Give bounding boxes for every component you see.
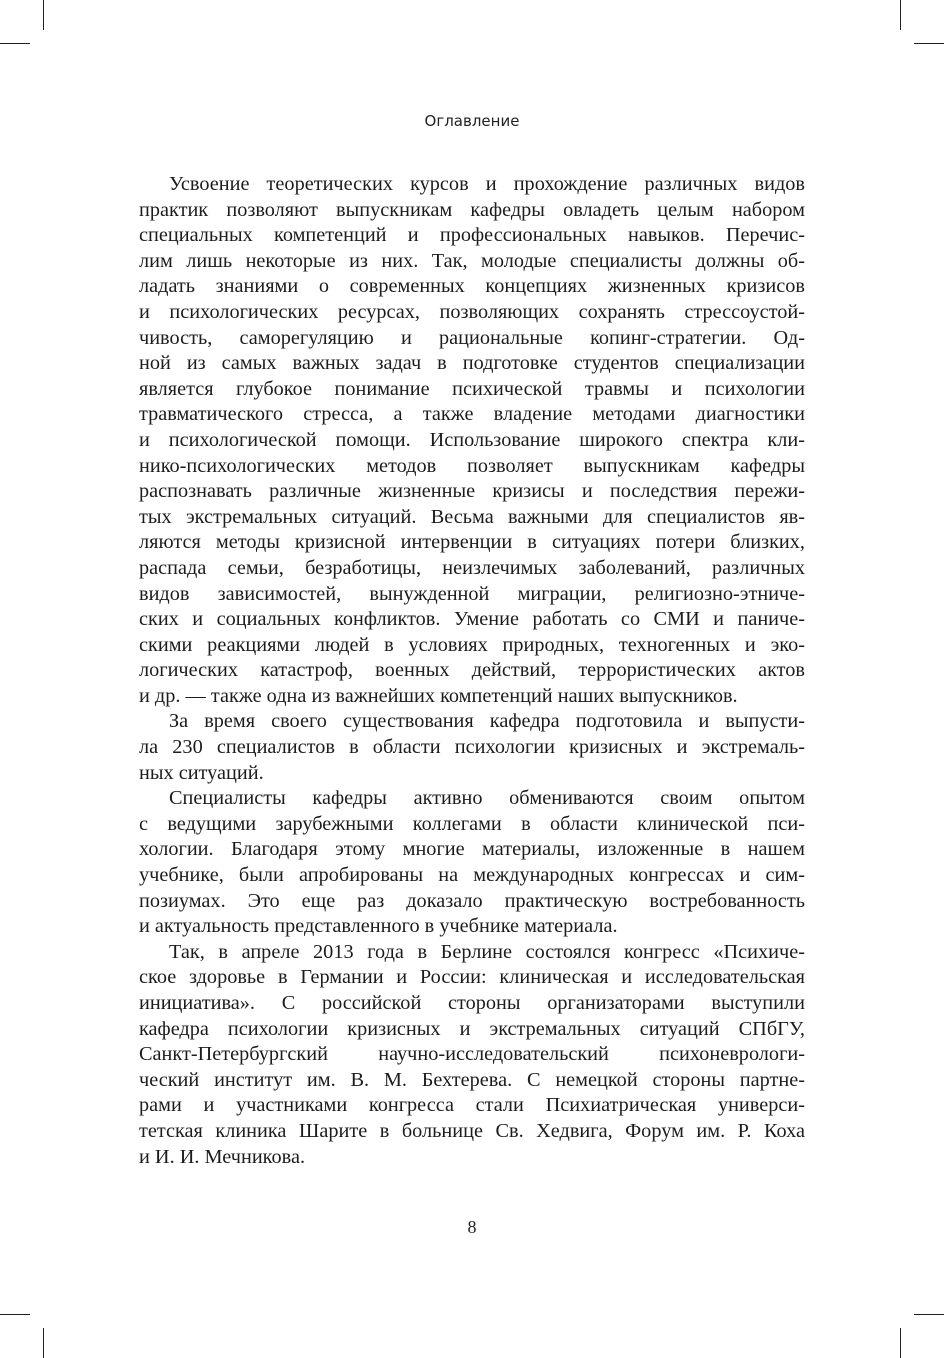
text-line: и психологических ресурсах, позволяющих сохранять стрессоустой- [139, 300, 805, 323]
paragraph [139, 172, 805, 709]
text-line: является глубокое понимание психической травмы и психологии [139, 377, 805, 400]
text-line: ских и социальных конфликтов. Умение работать со СМИ и паниче- [139, 608, 805, 631]
text-line: Так, в апреле 2013 года в Берлине состоялся конгресс «Психиче- [169, 940, 805, 963]
page-number: 8 [467, 1217, 477, 1237]
text-line: хологии. Благодаря этому многие материалы, изложенные в нашем [139, 838, 805, 861]
crop-mark-top-left-horizontal [0, 43, 30, 44]
text-line: ское здоровье в Германии и России: клиническая и исследовательская [139, 966, 805, 989]
paragraph [139, 709, 805, 786]
text-line: Специалисты кафедры активно обмениваются своим опытом [169, 787, 805, 810]
text-line: и актуальность представленного в учебнике материала. [139, 915, 618, 938]
crop-mark-top-right-horizontal [914, 43, 944, 44]
crop-mark-bottom-right-vertical [900, 1328, 901, 1358]
text-line: Усвоение теоретических курсов и прохождение различных видов [169, 173, 805, 195]
text-line: рами и участниками конгресса стали Психиатрическая универси- [139, 1094, 805, 1117]
crop-mark-top-right-vertical [900, 0, 901, 30]
text-line: практик позволяют выпускникам кафедры овладеть целым набором [139, 198, 805, 221]
text-line: ляются методы кризисной интервенции в ситуациях потери близких, [139, 531, 805, 554]
text-line: Санкт-Петербургский научно-исследовательский психоневрологи- [139, 1043, 805, 1066]
text-line: и психологической помощи. Использование широкого спектра кли- [139, 428, 805, 451]
body-text [139, 172, 805, 1170]
text-line: позиумах. Это еще раз доказало практическую востребованность [139, 889, 805, 912]
text-line: За время своего существования кафедра подготовила и выпусти- [169, 710, 805, 733]
crop-mark-bottom-right-horizontal [914, 1314, 944, 1315]
crop-mark-top-left-vertical [43, 0, 44, 30]
text-line: нико-психологических методов позволяет выпускникам кафедры [139, 454, 805, 477]
text-line: и И. И. Мечникова. [139, 1145, 306, 1168]
text-line: и др. — также одна из важнейших компетенций наших выпускников. [139, 684, 738, 707]
text-line: тых экстремальных ситуаций. Весьма важными для специалистов яв- [139, 505, 805, 528]
running-head: Оглавление [424, 112, 520, 130]
text-line: ла 230 специалистов в области психологии кризисных и экстремаль- [139, 736, 805, 759]
text-line: распознавать различные жизненные кризисы и последствия пережи- [139, 480, 805, 503]
text-line: кафедра психологии кризисных и экстремальных ситуаций СПбГУ, [139, 1017, 805, 1040]
text-line: скими реакциями людей в условиях природных, техногенных и эко- [139, 633, 805, 656]
text-line: видов зависимостей, вынужденной миграции, религиозно-этниче- [139, 582, 805, 605]
text-line: лим лишь некоторые из них. Так, молодые специалисты должны об- [139, 249, 805, 272]
text-line: ческий институт им. В. М. Бехтерева. С немецкой стороны партне- [139, 1068, 805, 1091]
text-line: распада семьи, безработицы, неизлечимых заболеваний, различных [139, 556, 805, 579]
text-line: чивость, саморегуляцию и рациональные копинг-стратегии. Од- [139, 326, 805, 349]
text-line: учебнике, были апробированы на международных конгрессах и сим- [139, 864, 805, 887]
crop-mark-bottom-left-vertical [43, 1328, 44, 1358]
text-line: ных ситуаций. [139, 761, 264, 784]
text-line: ладать знаниями о современных концепциях жизненных кризисов [139, 275, 805, 298]
text-line: с ведущими зарубежными коллегами в области клинической пси- [139, 812, 805, 835]
crop-mark-bottom-left-horizontal [0, 1314, 30, 1315]
text-line: ной из самых важных задач в подготовке студентов специализации [139, 352, 805, 375]
text-line: тетская клиника Шарите в больнице Св. Хедвига, Форум им. Р. Коха [139, 1119, 805, 1142]
text-line: логических катастроф, военных действий, террористических актов [139, 659, 805, 682]
text-line: инициатива». С российской стороны организаторами выступили [139, 992, 805, 1014]
text-line: специальных компетенций и профессиональных навыков. Перечис- [139, 224, 805, 247]
paragraph [139, 940, 805, 1170]
text-line: травматического стресса, а также владение методами диагностики [139, 403, 805, 426]
paragraph [139, 786, 805, 940]
